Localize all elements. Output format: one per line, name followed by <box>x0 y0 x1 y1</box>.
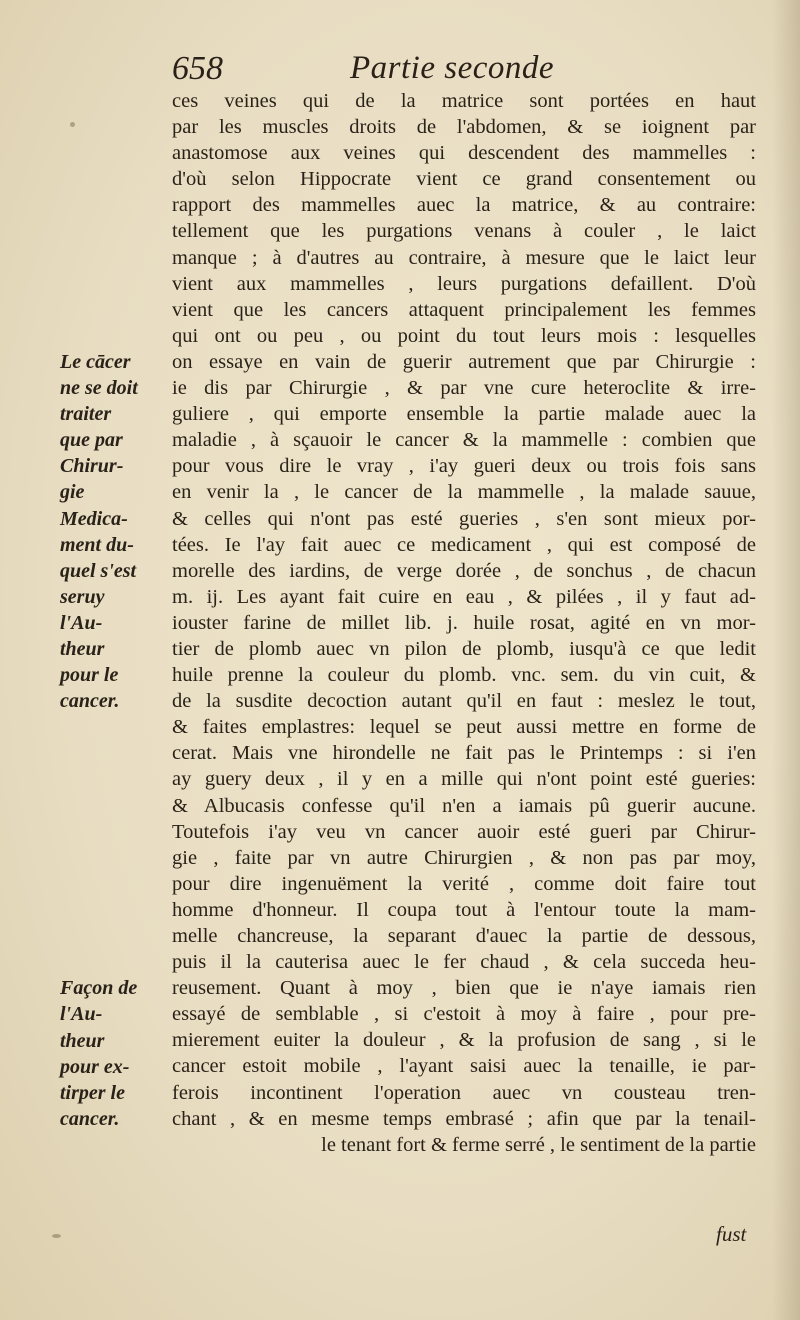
margin-note-line: tirper le <box>60 1081 125 1104</box>
ink-spot <box>70 122 75 127</box>
text-line: reusement. Quant à moy , bien que ie n'aye iamais rien <box>172 977 756 1000</box>
text-line: tellement que les purgations venans à couler , le laict <box>172 220 756 243</box>
text-line: d'où selon Hippocrate vient ce grand consentement ou <box>172 168 756 191</box>
margin-note <box>60 975 170 1132</box>
text-line: & faites emplastres: lequel se peut aussi mettre en forme de <box>172 716 756 739</box>
text-line: tées. Ie l'ay fait auec ce medicament , qui est composé de <box>172 533 756 556</box>
margin-note-line: theur <box>60 1029 105 1052</box>
text-line: Toutefois i'ay veu vn cancer auoir esté gueri par Chirur- <box>172 820 756 843</box>
margin-note-line: gie <box>60 481 85 504</box>
main-text <box>172 88 756 1158</box>
text-line: & celles qui n'ont pas esté gueries , s'en sont mieux por- <box>172 507 756 530</box>
text-line: qui ont ou peu , ou point du tout leurs mois : lesquelles <box>172 324 756 347</box>
text-line: tier de plomb auec vn pilon de plomb, iusqu'à ce que ledit <box>172 637 756 660</box>
text-line: vient aux mammelles , leurs purgations defaillent. D'où <box>172 272 756 295</box>
margin-note-line: l'Au- <box>60 1003 103 1026</box>
margin-note-line: cancer. <box>60 690 120 713</box>
page-header <box>172 50 612 90</box>
text-line: vient que les cancers attaquent principalement les femmes <box>172 298 756 321</box>
text-line: anastomose aux veines qui descendent des mammelles : <box>172 142 756 165</box>
text-line: mierement euiter la douleur , & la profusion de sang , si le <box>172 1029 756 1052</box>
text-line: guliere , qui emporte ensemble la partie malade auec la <box>172 403 756 426</box>
text-line: manque ; à d'autres au contraire, à mesure que le laict leur <box>172 246 756 269</box>
margin-note-line: que par <box>60 429 123 452</box>
text-line: de la susdite decoction autant qu'il en faut : meslez le tout, <box>172 690 756 713</box>
text-line: ferois incontinent l'operation auec vn cousteau tren- <box>172 1081 756 1104</box>
text-line: & Albucasis confesse qu'il n'en a iamais pû guerir aucune. <box>172 794 756 817</box>
margin-note-line: Façon de <box>60 977 138 1000</box>
text-line: par les muscles droits de l'abdomen, & se ioignent par <box>172 116 756 139</box>
margin-note-line: l'Au- <box>60 611 103 634</box>
text-line: pour dire ingenuëment la verité , comme doit faire tout <box>172 872 756 895</box>
text-line: chant , & en mesme temps embrasé ; afin que par la tenail- <box>172 1107 756 1130</box>
text-line: puis il la cauterisa auec le fer chaud , & cela succeda heu- <box>172 951 756 974</box>
margin-note-line: pour le <box>60 664 119 687</box>
running-title: Partie seconde <box>350 50 555 86</box>
text-line: ces veines qui de la matrice sont portées en haut <box>172 90 756 112</box>
catchword: fust <box>716 1222 747 1246</box>
margin-note-line: Chirur- <box>60 455 124 478</box>
margin-note-line: theur <box>60 638 105 661</box>
text-line: morelle des iardins, de verge dorée , de sonchus , de chacun <box>172 559 756 582</box>
margin-note-line: pour ex- <box>60 1055 130 1078</box>
text-line: ay guery deux , il y en a mille qui n'ont point esté gueries: <box>172 768 756 791</box>
text-line: on essaye en vain de guerir autrement que par Chirurgie : <box>172 350 756 373</box>
margin-note-line: quel s'est <box>60 559 137 582</box>
text-line: homme d'honneur. Il coupa tout à l'entour toute la mam- <box>172 898 756 921</box>
text-line: le tenant fort & ferme serré , le sentiment de la partie <box>321 1133 756 1156</box>
text-line: m. ij. Les ayant fait cuire en eau , & pilées , il y faut ad- <box>172 585 756 608</box>
margin-note-line: Le cācer <box>60 351 131 373</box>
text-line: cancer estoit mobile , l'ayant saisi auec la tenaille, ie par- <box>172 1055 756 1078</box>
text-line: ie dis par Chirurgie , & par vne cure heteroclite & irre- <box>172 377 756 400</box>
text-line: huile prenne la couleur du plomb. vnc. sem. du vin cuit, & <box>172 664 756 687</box>
margin-note-line: traiter <box>60 403 112 426</box>
text-line: iouster farine de millet lib. j. huile rosat, agité en vn mor- <box>172 611 756 634</box>
text-line: rapport des mammelles auec la matrice, & au contraire: <box>172 194 756 217</box>
page-number: 658 <box>172 50 223 87</box>
text-line: maladie , à sçauoir le cancer & la mammelle : combien que <box>172 429 756 452</box>
margin-note-line: ment du- <box>60 533 134 556</box>
margin-note <box>60 506 170 715</box>
margin-note-line: Medica- <box>60 507 128 530</box>
text-line: gie , faite par vn autre Chirurgien , & non pas par moy, <box>172 846 756 869</box>
text-line: melle chancreuse, la separant d'auec la partie de dessous, <box>172 925 756 947</box>
margin-note-line: ne se doit <box>60 377 138 400</box>
text-line: en venir la , le cancer de la mammelle , la malade sauue, <box>172 481 756 504</box>
ink-spot <box>52 1234 61 1238</box>
text-line: essayé de semblable , si c'estoit à moy à faire , pour pre- <box>172 1003 756 1026</box>
text-line: cerat. Mais vne hirondelle ne fait pas le Printemps : si i'en <box>172 742 756 765</box>
margin-note-line: cancer. <box>60 1107 120 1130</box>
margin-note-line: seruy <box>60 585 105 608</box>
margin-note <box>60 349 170 506</box>
text-line: pour vous dire le vray , i'ay gueri deux ou trois fois sans <box>172 455 756 478</box>
